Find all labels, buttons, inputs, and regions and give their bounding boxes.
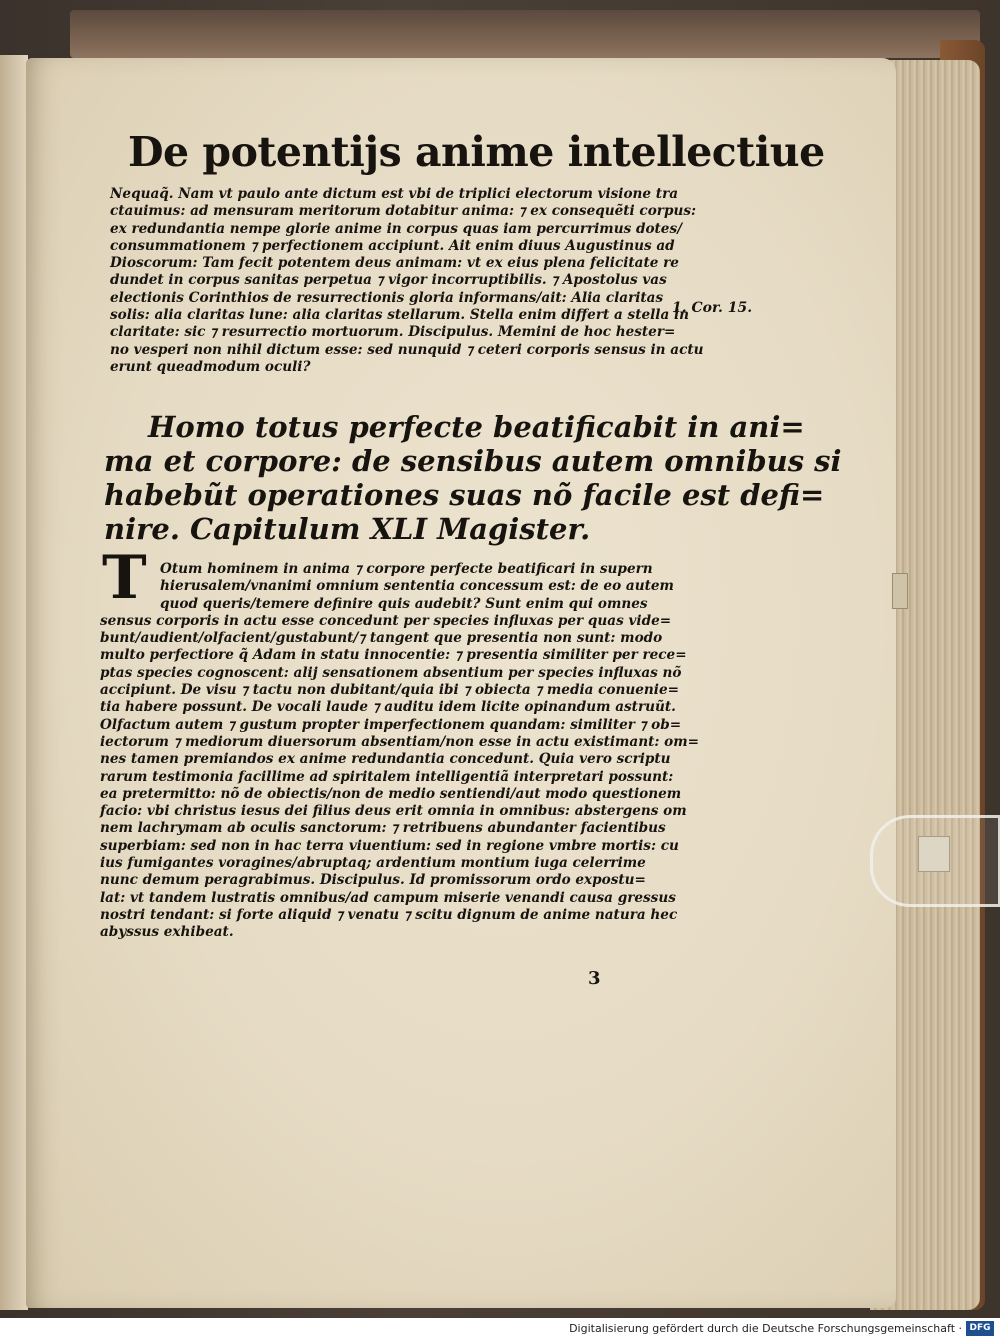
body-text-upper — [110, 186, 704, 376]
text-line: tia habere possunt. De vocali laude ⁊ auditu idem licite opinandum astruũt. — [100, 699, 676, 716]
footer-bar — [0, 1318, 1000, 1340]
text-line: Olfactum autem ⁊ gustum propter imperfectionem quandam: similiter ⁊ ob= — [100, 716, 682, 733]
text-line: dundet in corpus sanitas perpetua ⁊ vigor incorruptibilis. ⁊ Apostolus vas — [110, 272, 667, 289]
text-line: ptas species cognoscent: alij sensationem absentium per species influxas nõ — [100, 664, 682, 681]
facing-page-edge — [0, 55, 28, 1310]
body-text-lower — [100, 561, 699, 942]
text-line: multo perfectiore q̃ Adam in statu innocentie: ⁊ presentia similiter per rece= — [100, 647, 687, 664]
text-line: consummationem ⁊ perfectionem accipiunt. Ait enim diuus Augustinus ad — [110, 237, 675, 254]
text-line: accipiunt. De visu ⁊ tactu non dubitant/quia ibi ⁊ obiecta ⁊ media conuenie= — [100, 682, 680, 699]
text-line: iectorum ⁊ mediorum diuersorum absentiam/non esse in actu existimant: om= — [100, 733, 699, 750]
page-heading: De potentijs anime intellectiue — [128, 128, 825, 176]
funding-credit: Digitalisierung gefördert durch die Deutsche Forschungsgemeinschaft · — [569, 1322, 962, 1335]
text-line: ius fumigantes voragines/abruptaq; ardentium montium iuga celerrime — [100, 855, 646, 872]
signature-mark: 3 — [588, 968, 601, 989]
text-line: superbiam: sed non in hac terra viuentium: sed in regione vmbre mortis: cu — [100, 837, 679, 854]
text-line: solis: alia claritas lune: alia claritas stellarum. Stella enim differt a stella in — [110, 307, 690, 324]
text-line: Dioscorum: Tam fecit potentem deus animam: vt ex eius plena felicitate re — [110, 255, 679, 272]
text-line: nostri tendant: si forte aliquid ⁊ venatu ⁊ scitu dignum de anime natura hec — [100, 906, 678, 923]
decorated-initial: T — [102, 543, 147, 613]
text-line: hierusalem/vnanimi omnium sententia concessum est: de eo autem — [160, 578, 674, 595]
text-line: no vesperi non nihil dictum esse: sed nunquid ⁊ ceteri corporis sensus in actu — [110, 341, 704, 358]
text-line: sensus corporis in actu esse concedunt per species influxas per quas vide= — [100, 612, 672, 629]
text-line: bunt/audient/olfacient/gustabunt/⁊ tangent que presentia non sunt: modo — [100, 630, 663, 647]
text-line: nunc demum peragrabimus. Discipulus. Id promissorum ordo expostu= — [100, 872, 646, 889]
chapter-line: habebũt operationes suas nõ facile est defi= — [104, 478, 825, 512]
chapter-heading — [104, 410, 842, 546]
book-cover-top — [70, 10, 980, 58]
chapter-line: ma et corpore: de sensibus autem omnibus si — [104, 444, 842, 478]
chapter-line: nire. Capitulum XLI Magister. — [104, 512, 591, 546]
text-line: ea pretermitto: nõ de obiectis/non de medio sentiendi/aut modo questionem — [100, 785, 682, 802]
text-line: erunt queadmodum oculi? — [110, 358, 311, 375]
text-line: Otum hominem in anima ⁊ corpore perfecte beatificari in supern — [160, 561, 653, 577]
dfg-logo: DFG — [966, 1321, 994, 1336]
text-line: facio: vbi christus iesus dei filius deus erit omnia in omnibus: abstergens om — [100, 803, 687, 820]
text-line: ex redundantia nempe glorie anime in corpus quas iam percurrimus dotes/ — [110, 220, 683, 237]
text-line: electionis Corinthios de resurrectionis gloria informans/ait: Alia claritas — [110, 289, 664, 306]
text-line: nem lachrymam ab oculis sanctorum: ⁊ retribuens abundanter facientibus — [100, 820, 666, 837]
chapter-line: Homo totus perfecte beatificabit in ani= — [148, 410, 805, 444]
text-line: rarum testimonia facillime ad spiritalem intelligentiã interpretari possunt: — [100, 768, 674, 785]
text-line: quod queris/temere definire quis audebit? Sunt enim qui omnes — [160, 595, 648, 612]
text-line: nes tamen premiandos ex anime redundantia concedunt. Quia vero scriptu — [100, 751, 671, 768]
text-line: lat: vt tandem lustratis omnibus/ad campum miserie venandi causa gressus — [100, 889, 676, 906]
text-line: claritate: sic ⁊ resurrectio mortuorum. Discipulus. Memini de hoc hester= — [110, 324, 676, 341]
marginal-note: 1. Cor. 15. — [672, 300, 753, 316]
text-line: Nequaq̃. Nam vt paulo ante dictum est vbi de triplici electorum visione tra — [110, 186, 679, 202]
page-clip-bar — [918, 836, 950, 872]
text-line: abyssus exhibeat. — [100, 924, 234, 941]
page-marker — [892, 573, 908, 609]
text-line: ctauimus: ad mensuram meritorum dotabitur anima: ⁊ ex consequẽti corpus: — [110, 203, 696, 220]
